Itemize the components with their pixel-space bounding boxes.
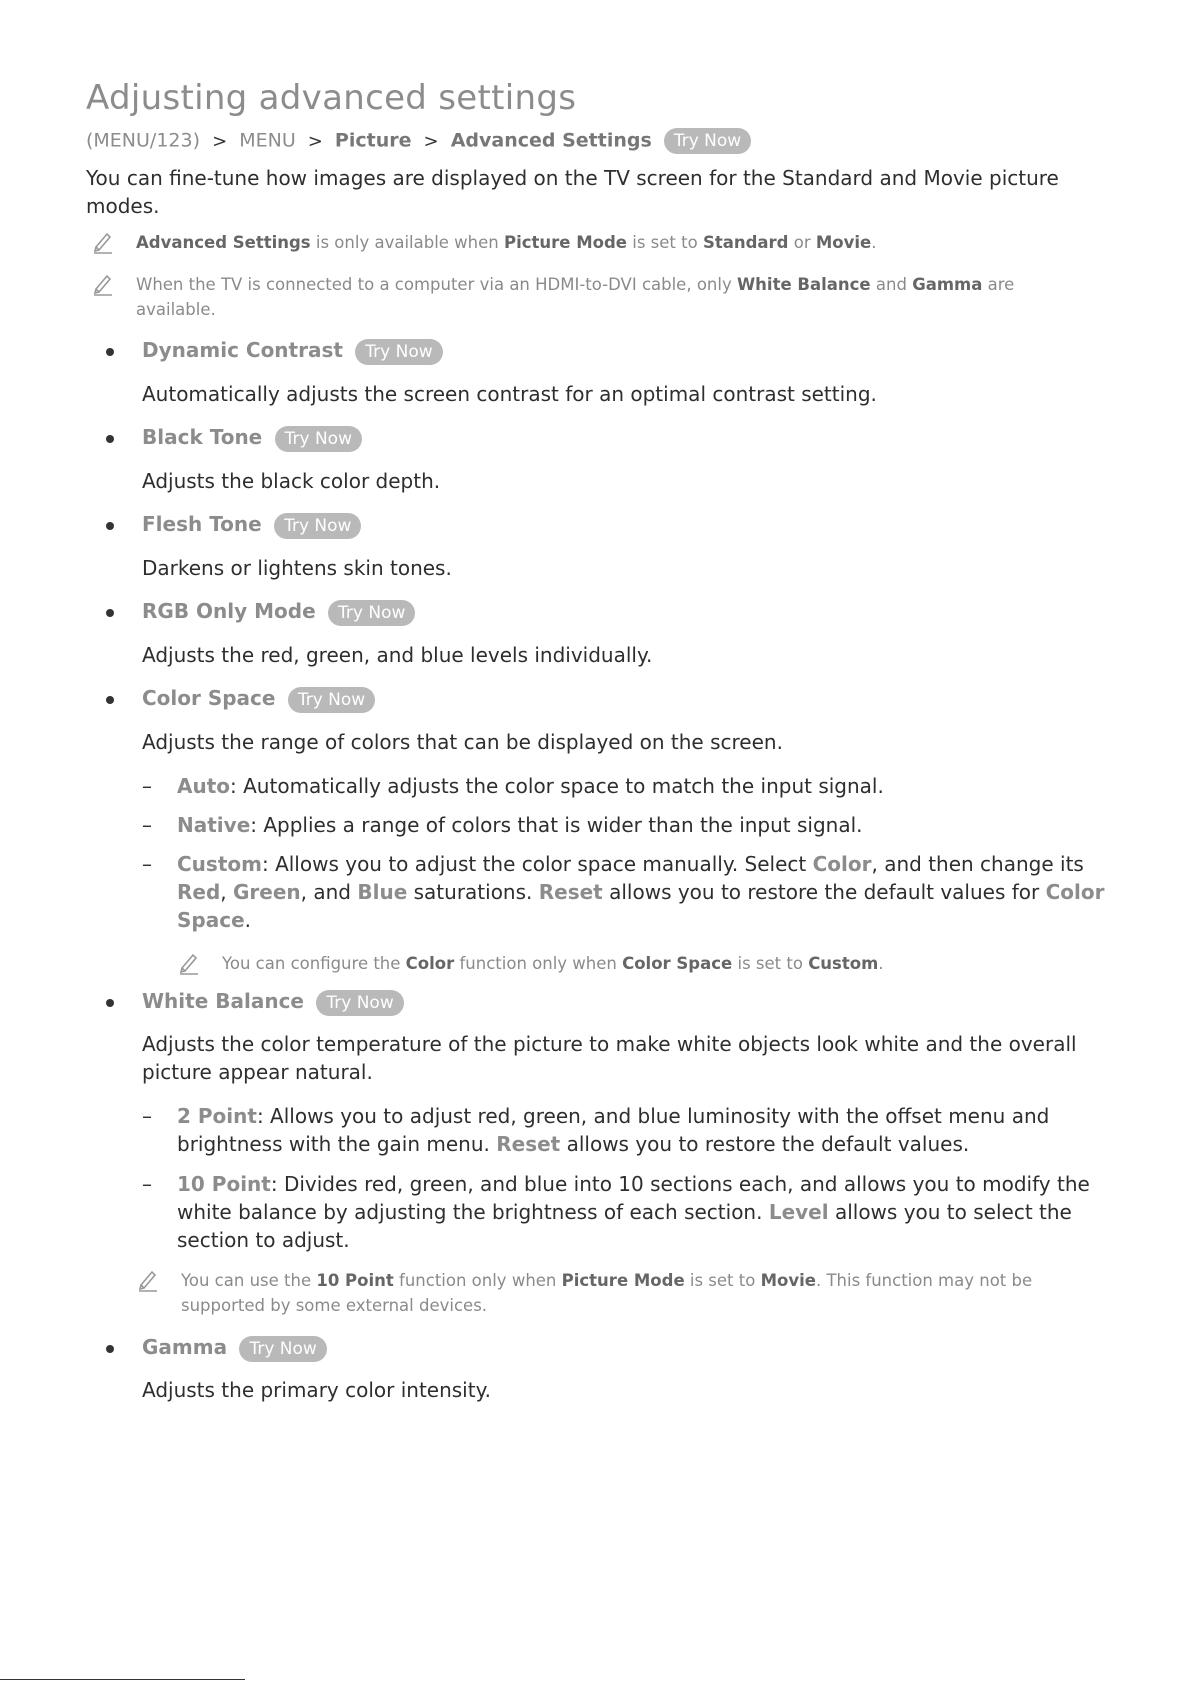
setting-description: Adjusts the color temperature of the picture to make white objects look white and the overall picture appear natural. <box>142 1032 1077 1084</box>
option-term: Green <box>233 880 301 904</box>
option-term: Custom <box>177 852 262 876</box>
setting-gamma <box>142 1335 327 1362</box>
note-term: Custom <box>808 954 879 973</box>
breadcrumb-advanced-settings: Advanced Settings <box>450 129 652 152</box>
note-text: . <box>871 233 877 252</box>
note-text: function only when <box>454 954 623 973</box>
bullet-dot <box>106 609 114 617</box>
setting-rgb-only-mode <box>142 599 415 626</box>
setting-label: Black Tone <box>142 425 263 449</box>
option-custom <box>142 850 1107 934</box>
try-now-button[interactable]: Try Now <box>328 600 415 626</box>
setting-label: Dynamic Contrast <box>142 338 343 362</box>
note-term: Advanced Settings <box>136 233 311 252</box>
pencil-note-icon <box>92 230 114 254</box>
note-term: Color <box>405 954 455 973</box>
setting-label: RGB Only Mode <box>142 599 316 623</box>
dash-marker: – <box>142 1172 152 1196</box>
note-term: 10 Point <box>316 1271 394 1290</box>
setting-color-space <box>142 686 375 713</box>
breadcrumb-picture: Picture <box>334 129 412 152</box>
breadcrumb-menu: MENU <box>239 129 296 152</box>
note-text: function only when <box>393 1271 562 1290</box>
note-text: is set to <box>626 233 703 252</box>
option-text: : Divides red, green, and blue into 10 sections each, and allows you to modify the white balance by adjusting the brightness of each section. <box>177 1172 1090 1224</box>
intro-text: You can fine-tune how images are displayed on the TV screen for the Standard and Movie picture modes. <box>86 166 1059 218</box>
setting-description: Adjusts the primary color intensity. <box>142 1378 491 1402</box>
option-native <box>142 811 1107 839</box>
note <box>222 951 1102 976</box>
setting-description: Automatically adjusts the screen contrast for an optimal contrast setting. <box>142 382 877 406</box>
setting-description: Darkens or lightens skin tones. <box>142 556 452 580</box>
setting-description: Adjusts the red, green, and blue levels individually. <box>142 643 653 667</box>
setting-description: Adjusts the black color depth. <box>142 469 441 493</box>
try-now-button[interactable]: Try Now <box>664 128 751 154</box>
option-term: Color <box>812 852 872 876</box>
note <box>136 272 1096 322</box>
dash-marker: – <box>142 852 152 876</box>
try-now-button[interactable]: Try Now <box>275 426 362 452</box>
breadcrumb <box>86 128 751 154</box>
note-term: Gamma <box>912 275 983 294</box>
note-text: or <box>788 233 816 252</box>
option-2-point <box>142 1102 1107 1158</box>
note <box>181 1268 1101 1318</box>
option-text: saturations. <box>407 880 539 904</box>
breadcrumb-separator: > <box>307 130 323 152</box>
option-text: : Applies a range of colors that is wider than the input signal. <box>250 813 863 837</box>
breadcrumb-separator: > <box>212 130 228 152</box>
bullet-dot <box>106 435 114 443</box>
breadcrumb-root: (MENU/123) <box>86 129 201 152</box>
note-term: Color Space <box>622 954 733 973</box>
try-now-button[interactable]: Try Now <box>316 990 403 1016</box>
option-term: Native <box>177 813 251 837</box>
dash-marker: – <box>142 774 152 798</box>
note-text: is only available when <box>310 233 504 252</box>
note-text: You can configure the <box>222 954 406 973</box>
option-text: , and <box>300 880 358 904</box>
option-auto <box>142 772 1107 800</box>
option-text: allows you to restore the default values for <box>602 880 1046 904</box>
option-term: Reset <box>496 1132 561 1156</box>
note-term: Standard <box>702 233 789 252</box>
option-text: allows you to restore the default values. <box>560 1132 970 1156</box>
try-now-button[interactable]: Try Now <box>288 687 375 713</box>
note-text: are available. <box>136 275 1015 319</box>
bullet-dot <box>106 999 114 1007</box>
note-text: is set to <box>684 1271 761 1290</box>
note <box>136 230 1096 255</box>
bullet-dot <box>106 522 114 530</box>
bullet-dot <box>106 1345 114 1353</box>
try-now-button[interactable]: Try Now <box>355 339 442 365</box>
option-text: : Automatically adjusts the color space to match the input signal. <box>230 774 884 798</box>
dash-marker: – <box>142 1104 152 1128</box>
setting-dynamic-contrast <box>142 338 443 365</box>
option-term: Red <box>177 880 221 904</box>
dash-marker: – <box>142 813 152 837</box>
note-text: and <box>870 275 913 294</box>
note-term: Movie <box>760 1271 816 1290</box>
setting-label: Gamma <box>142 1335 228 1359</box>
breadcrumb-separator: > <box>423 130 439 152</box>
option-text: , and then change its <box>871 852 1084 876</box>
option-term: Blue <box>357 880 408 904</box>
note-text: You can use the <box>181 1271 317 1290</box>
note-text: . <box>878 954 884 973</box>
note-term: Picture Mode <box>561 1271 685 1290</box>
setting-white-balance <box>142 989 404 1016</box>
setting-label: Flesh Tone <box>142 512 262 536</box>
try-now-button[interactable]: Try Now <box>274 513 361 539</box>
footer-divider <box>0 1679 245 1680</box>
option-term: Level <box>768 1200 829 1224</box>
note-text: When the TV is connected to a computer via an HDMI-to-DVI cable, only <box>136 275 737 294</box>
option-text: allows you to select the section to adjust. <box>177 1200 1072 1252</box>
note-term: Picture Mode <box>503 233 627 252</box>
option-text: , <box>220 880 233 904</box>
pencil-note-icon <box>178 951 200 975</box>
option-text: : Allows you to adjust the color space manually. Select <box>261 852 813 876</box>
bullet-dot <box>106 696 114 704</box>
note-term: White Balance <box>736 275 871 294</box>
option-term: Reset <box>538 880 603 904</box>
option-text: : Allows you to adjust red, green, and blue luminosity with the offset menu and brightness with the gain menu. <box>177 1104 1050 1156</box>
setting-label: White Balance <box>142 989 304 1013</box>
note-text: is set to <box>732 954 809 973</box>
option-term: Auto <box>177 774 231 798</box>
page-title: Adjusting advanced settings <box>86 78 577 118</box>
setting-label: Color Space <box>142 686 276 710</box>
option-term: 2 Point <box>177 1104 257 1128</box>
setting-flesh-tone <box>142 512 361 539</box>
note-term: Movie <box>815 233 872 252</box>
bullet-dot <box>106 348 114 356</box>
pencil-note-icon <box>137 1268 159 1292</box>
option-term: 10 Point <box>177 1172 271 1196</box>
pencil-note-icon <box>92 272 114 296</box>
setting-description: Adjusts the range of colors that can be displayed on the screen. <box>142 730 783 754</box>
option-10-point <box>142 1170 1107 1254</box>
note-text: . This function may not be supported by some external devices. <box>181 1271 1033 1315</box>
option-term: Color Space <box>177 880 1105 932</box>
option-text: . <box>244 908 251 932</box>
try-now-button[interactable]: Try Now <box>239 1336 326 1362</box>
setting-black-tone <box>142 425 362 452</box>
